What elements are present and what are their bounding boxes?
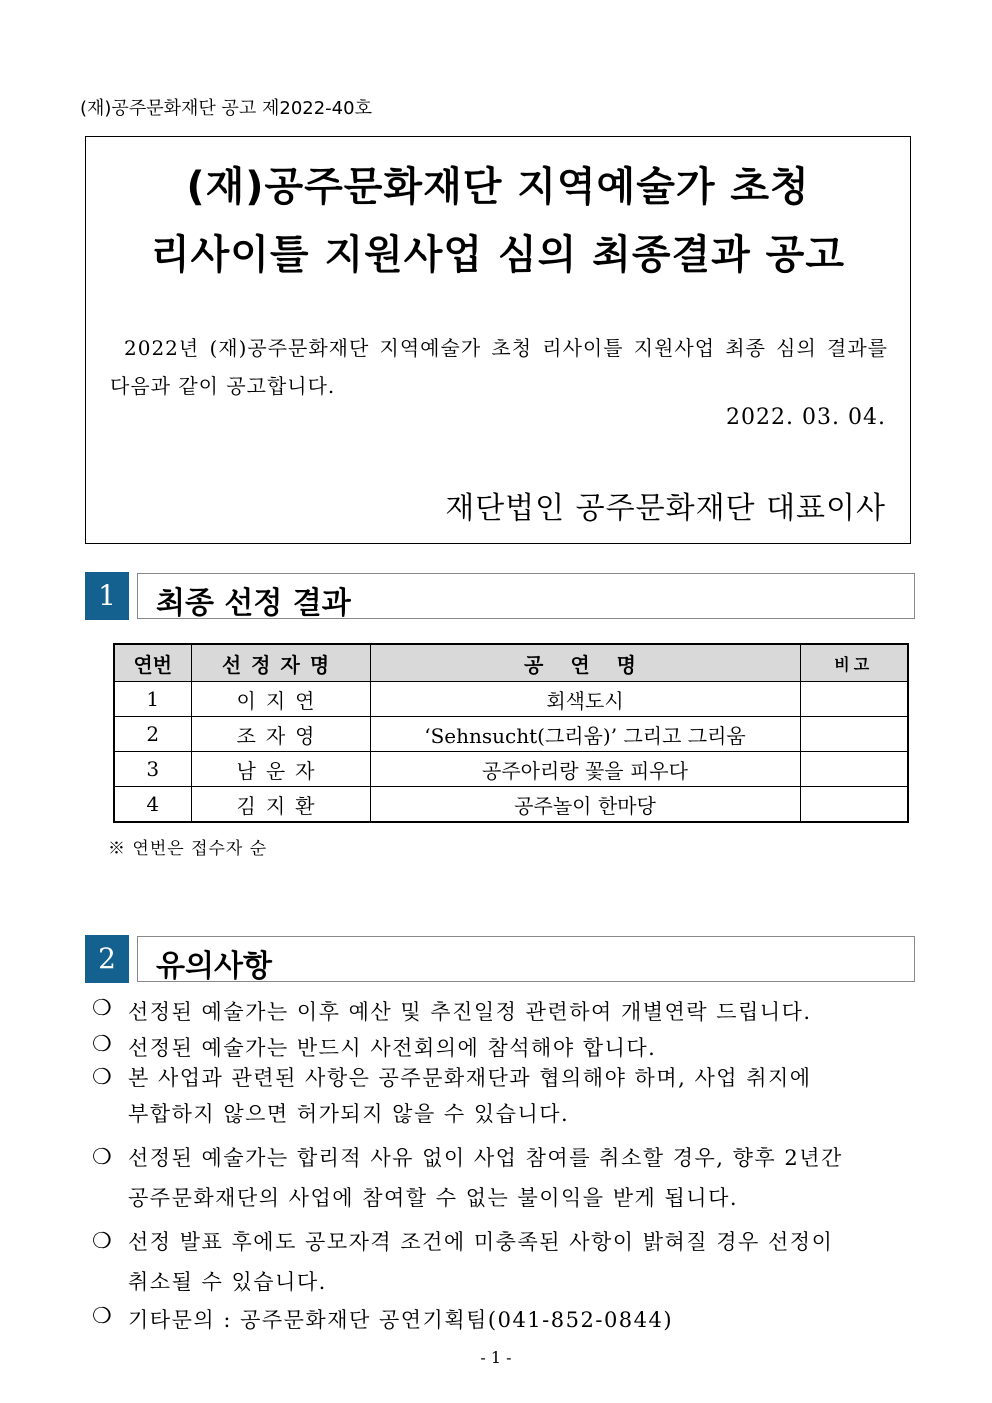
document-title-line-2: 리사이틀 지원사업 심의 최종결과 공고 — [151, 232, 845, 278]
list-item — [92, 996, 922, 1032]
row-remark — [800, 717, 908, 752]
row-performance: 회색도시 — [370, 682, 800, 717]
table-footnote: ※ 연번은 접수자 순 — [108, 839, 268, 859]
list-item — [92, 1304, 922, 1340]
section-2-title-bar — [137, 936, 915, 982]
row-remark — [800, 787, 908, 823]
list-item — [92, 1060, 922, 1138]
list-item-text: 기타문의 : 공주문화재단 공연기획팀(041-852-0844) — [128, 1308, 674, 1332]
notice-date: 2022. 03. 04. — [726, 405, 886, 430]
list-item — [92, 1222, 922, 1302]
row-no: 1 — [114, 682, 191, 717]
list-item-text: 취소될 수 있습니다. — [128, 1270, 327, 1294]
column-header-name: 선정자명 — [191, 644, 370, 682]
selection-results-table — [113, 643, 909, 823]
row-performance: ‘Sehnsucht(그리움)’ 그리고 그리움 — [370, 717, 800, 752]
row-no: 3 — [114, 752, 191, 787]
list-item — [92, 1138, 922, 1220]
section-1-number: 1 — [85, 572, 129, 620]
section-1-title: 최종 선정 결과 — [156, 586, 351, 621]
document-title-line-1: (재)공주문화재단 지역예술가 초청 — [186, 164, 810, 210]
bullet-circle-icon: ❍ — [92, 996, 114, 1021]
notice-number: (재)공주문화재단 공고 제2022-40호 — [80, 98, 372, 119]
bullet-circle-icon: ❍ — [92, 1229, 114, 1254]
section-2-header — [85, 935, 915, 983]
list-item-text: 본 사업과 관련된 사항은 공주문화재단과 협의해야 하며, 사업 취지에 — [128, 1066, 812, 1090]
list-item-text: 선정된 예술가는 이후 예산 및 추진일정 관련하여 개별연락 드립니다. — [128, 1000, 812, 1024]
row-remark — [800, 752, 908, 787]
notice-list — [92, 996, 922, 1344]
column-header-performance: 공 연 명 — [370, 644, 800, 682]
column-header-remark: 비고 — [800, 644, 908, 682]
row-no: 2 — [114, 717, 191, 752]
list-item-text: 선정된 예술가는 반드시 사전회의에 참석해야 합니다. — [128, 1036, 657, 1060]
title-box — [85, 136, 911, 544]
section-2-title: 유의사항 — [156, 949, 272, 984]
row-performance: 공주아리랑 꽃을 피우다 — [370, 752, 800, 787]
row-no: 4 — [114, 787, 191, 823]
section-1-title-bar — [137, 573, 915, 619]
row-name: 김지환 — [191, 787, 370, 823]
row-name: 이지연 — [191, 682, 370, 717]
row-performance: 공주놀이 한마당 — [370, 787, 800, 823]
bullet-circle-icon: ❍ — [92, 1032, 114, 1057]
table-row — [114, 752, 908, 787]
row-remark — [800, 682, 908, 717]
page-number: - 1 - — [480, 1348, 512, 1367]
list-item-text: 선정 발표 후에도 공모자격 조건에 미충족된 사항이 밝혀질 경우 선정이 — [128, 1230, 834, 1254]
bullet-circle-icon: ❍ — [92, 1065, 114, 1090]
row-name: 조자영 — [191, 717, 370, 752]
bullet-circle-icon: ❍ — [92, 1304, 114, 1329]
intro-paragraph: 2022년 (재)공주문화재단 지역예술가 초청 리사이틀 지원사업 최종 심의 결과를 다음과 같이 공고합니다. — [110, 336, 888, 398]
row-name: 남운자 — [191, 752, 370, 787]
column-header-no: 연번 — [114, 644, 191, 682]
section-1-header — [85, 572, 915, 620]
list-item-text: 선정된 예술가는 합리적 사유 없이 사업 참여를 취소할 경우, 향후 2년간 — [128, 1146, 843, 1170]
table-header-row — [114, 644, 908, 682]
list-item-text: 부합하지 않으면 허가되지 않을 수 있습니다. — [128, 1102, 570, 1126]
list-item-text: 공주문화재단의 사업에 참여할 수 없는 불이익을 받게 됩니다. — [128, 1186, 739, 1210]
section-2-number: 2 — [85, 935, 129, 983]
table-row — [114, 717, 908, 752]
table-row — [114, 682, 908, 717]
issuer-signature: 재단법인 공주문화재단 대표이사 — [445, 491, 886, 526]
bullet-circle-icon: ❍ — [92, 1145, 114, 1170]
table-row — [114, 787, 908, 823]
